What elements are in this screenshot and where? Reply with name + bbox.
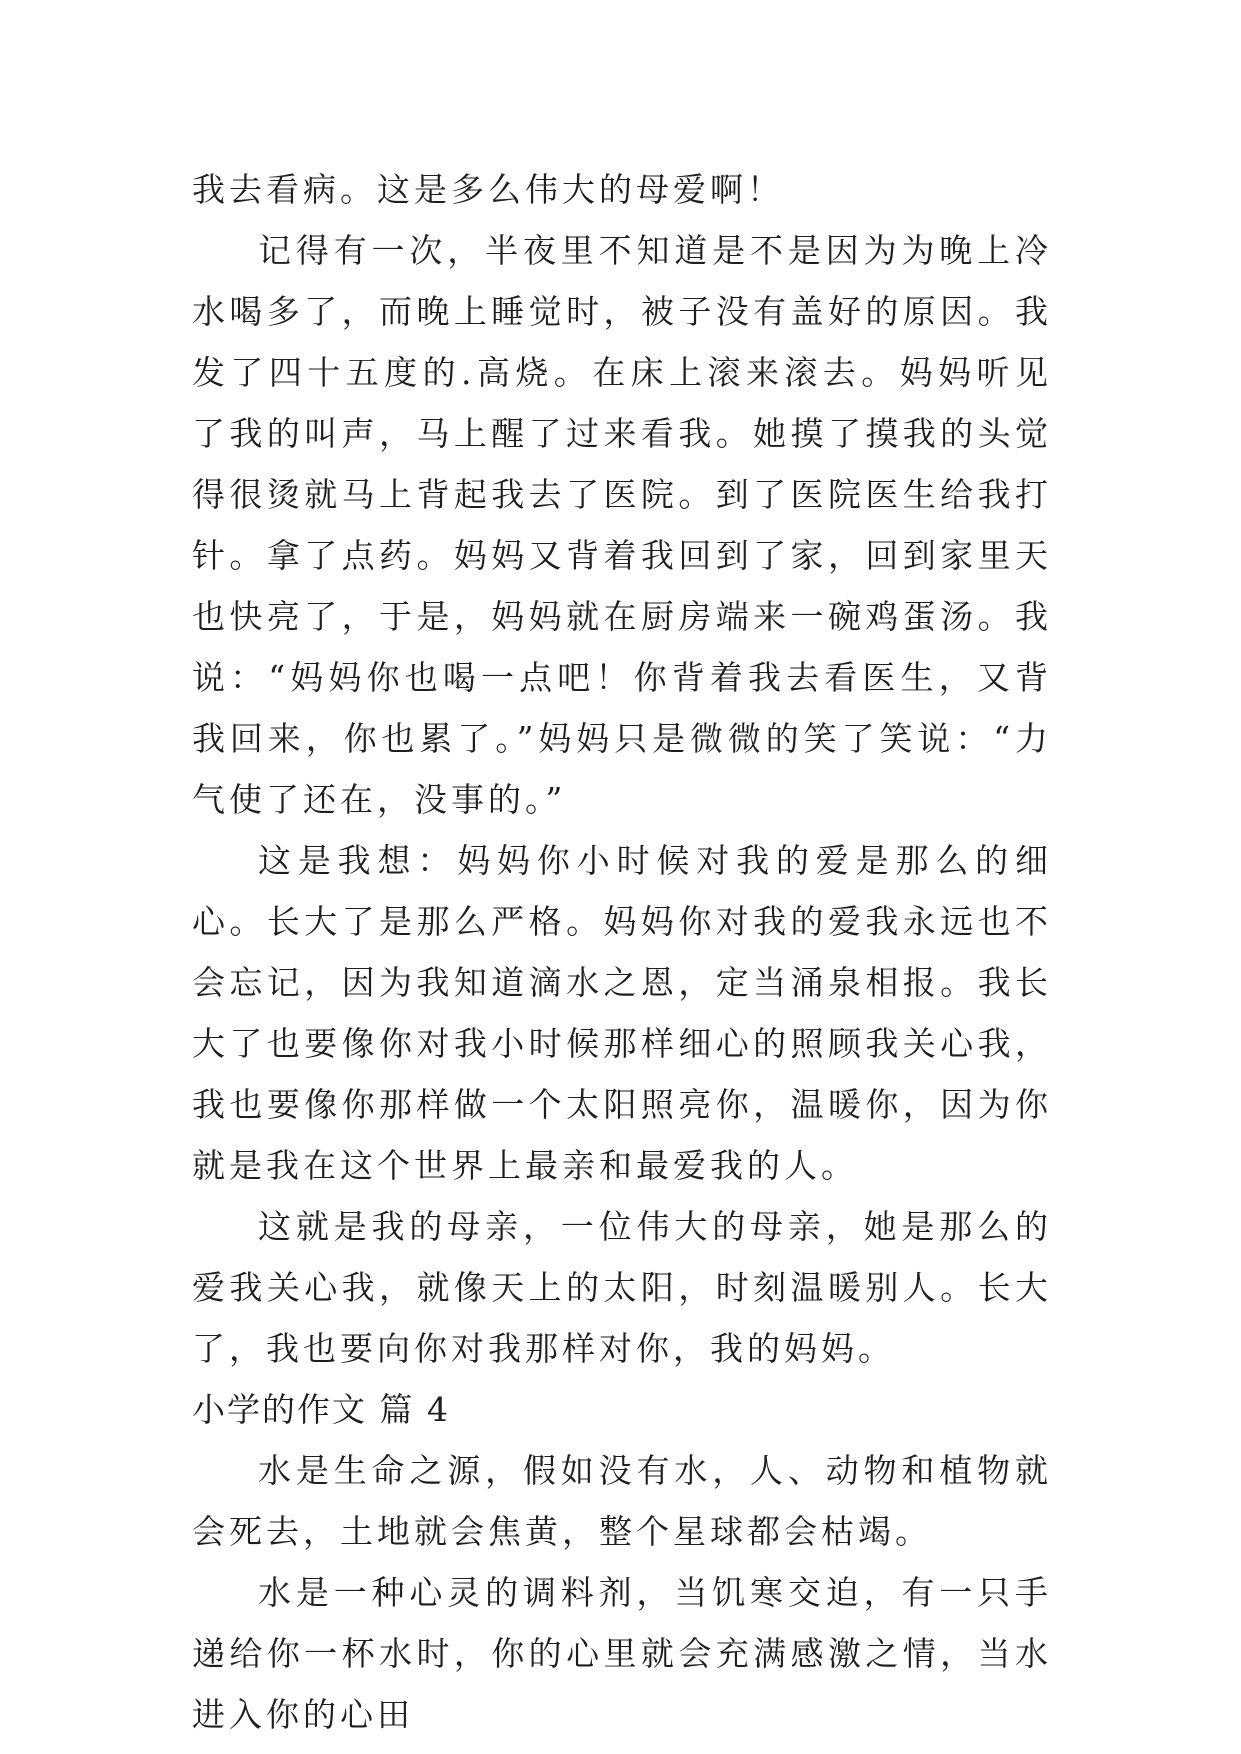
document-body (192, 159, 1052, 1745)
section-heading: 小学的作文 篇 4 (192, 1390, 450, 1429)
paragraph-fever-story: 记得有一次，半夜里不知道是不是因为为晚上冷水喝多了，而晚上睡觉时，被子没有盖好的原因。我发了四十五度的.高烧。在床上滚来滚去。妈妈听见了我的叫声，马上醒了过来看我。她摸了摸我的头觉得很烫就马上背起我去了医院。到了医院医生给我打针。拿了点药。妈妈又背着我回到了家，回到家里天也快亮了，于是，妈妈就在厨房端来一碗鸡蛋汤。我说：“妈妈你也喝一点吧！你背着我去看医生，又背我回来，你也累了。”妈妈只是微微的笑了笑说：“力气使了还在，没事的。” (192, 231, 1052, 819)
paragraph-reflection: 这是我想：妈妈你小时候对我的爱是那么的细心。长大了是那么严格。妈妈你对我的爱我永远也不会忘记，因为我知道滴水之恩，定当涌泉相报。我长大了也要像你对我小时候那样细心的照顾我关心我，我也要像你那样做一个太阳照亮你，温暖你，因为你就是我在这个世界上最亲和最爱我的人。 (192, 841, 1052, 1185)
paragraph-water-heart: 水是一种心灵的调料剂，当饥寒交迫，有一只手递给你一杯水时，你的心里就会充满感激之情，当水进入你的心田 (192, 1573, 1052, 1734)
paragraph-water-source: 水是生命之源，假如没有水，人、动物和植物就会死去，土地就会焦黄，整个星球都会枯竭。 (192, 1451, 1052, 1551)
paragraph-conclusion: 这就是我的母亲，一位伟大的母亲，她是那么的爱我关心我，就像天上的太阳，时刻温暖别人。长大了，我也要向你对我那样对你，我的妈妈。 (192, 1207, 1052, 1368)
paragraph-continuation: 我去看病。这是多么伟大的母爱啊！ (192, 170, 784, 209)
